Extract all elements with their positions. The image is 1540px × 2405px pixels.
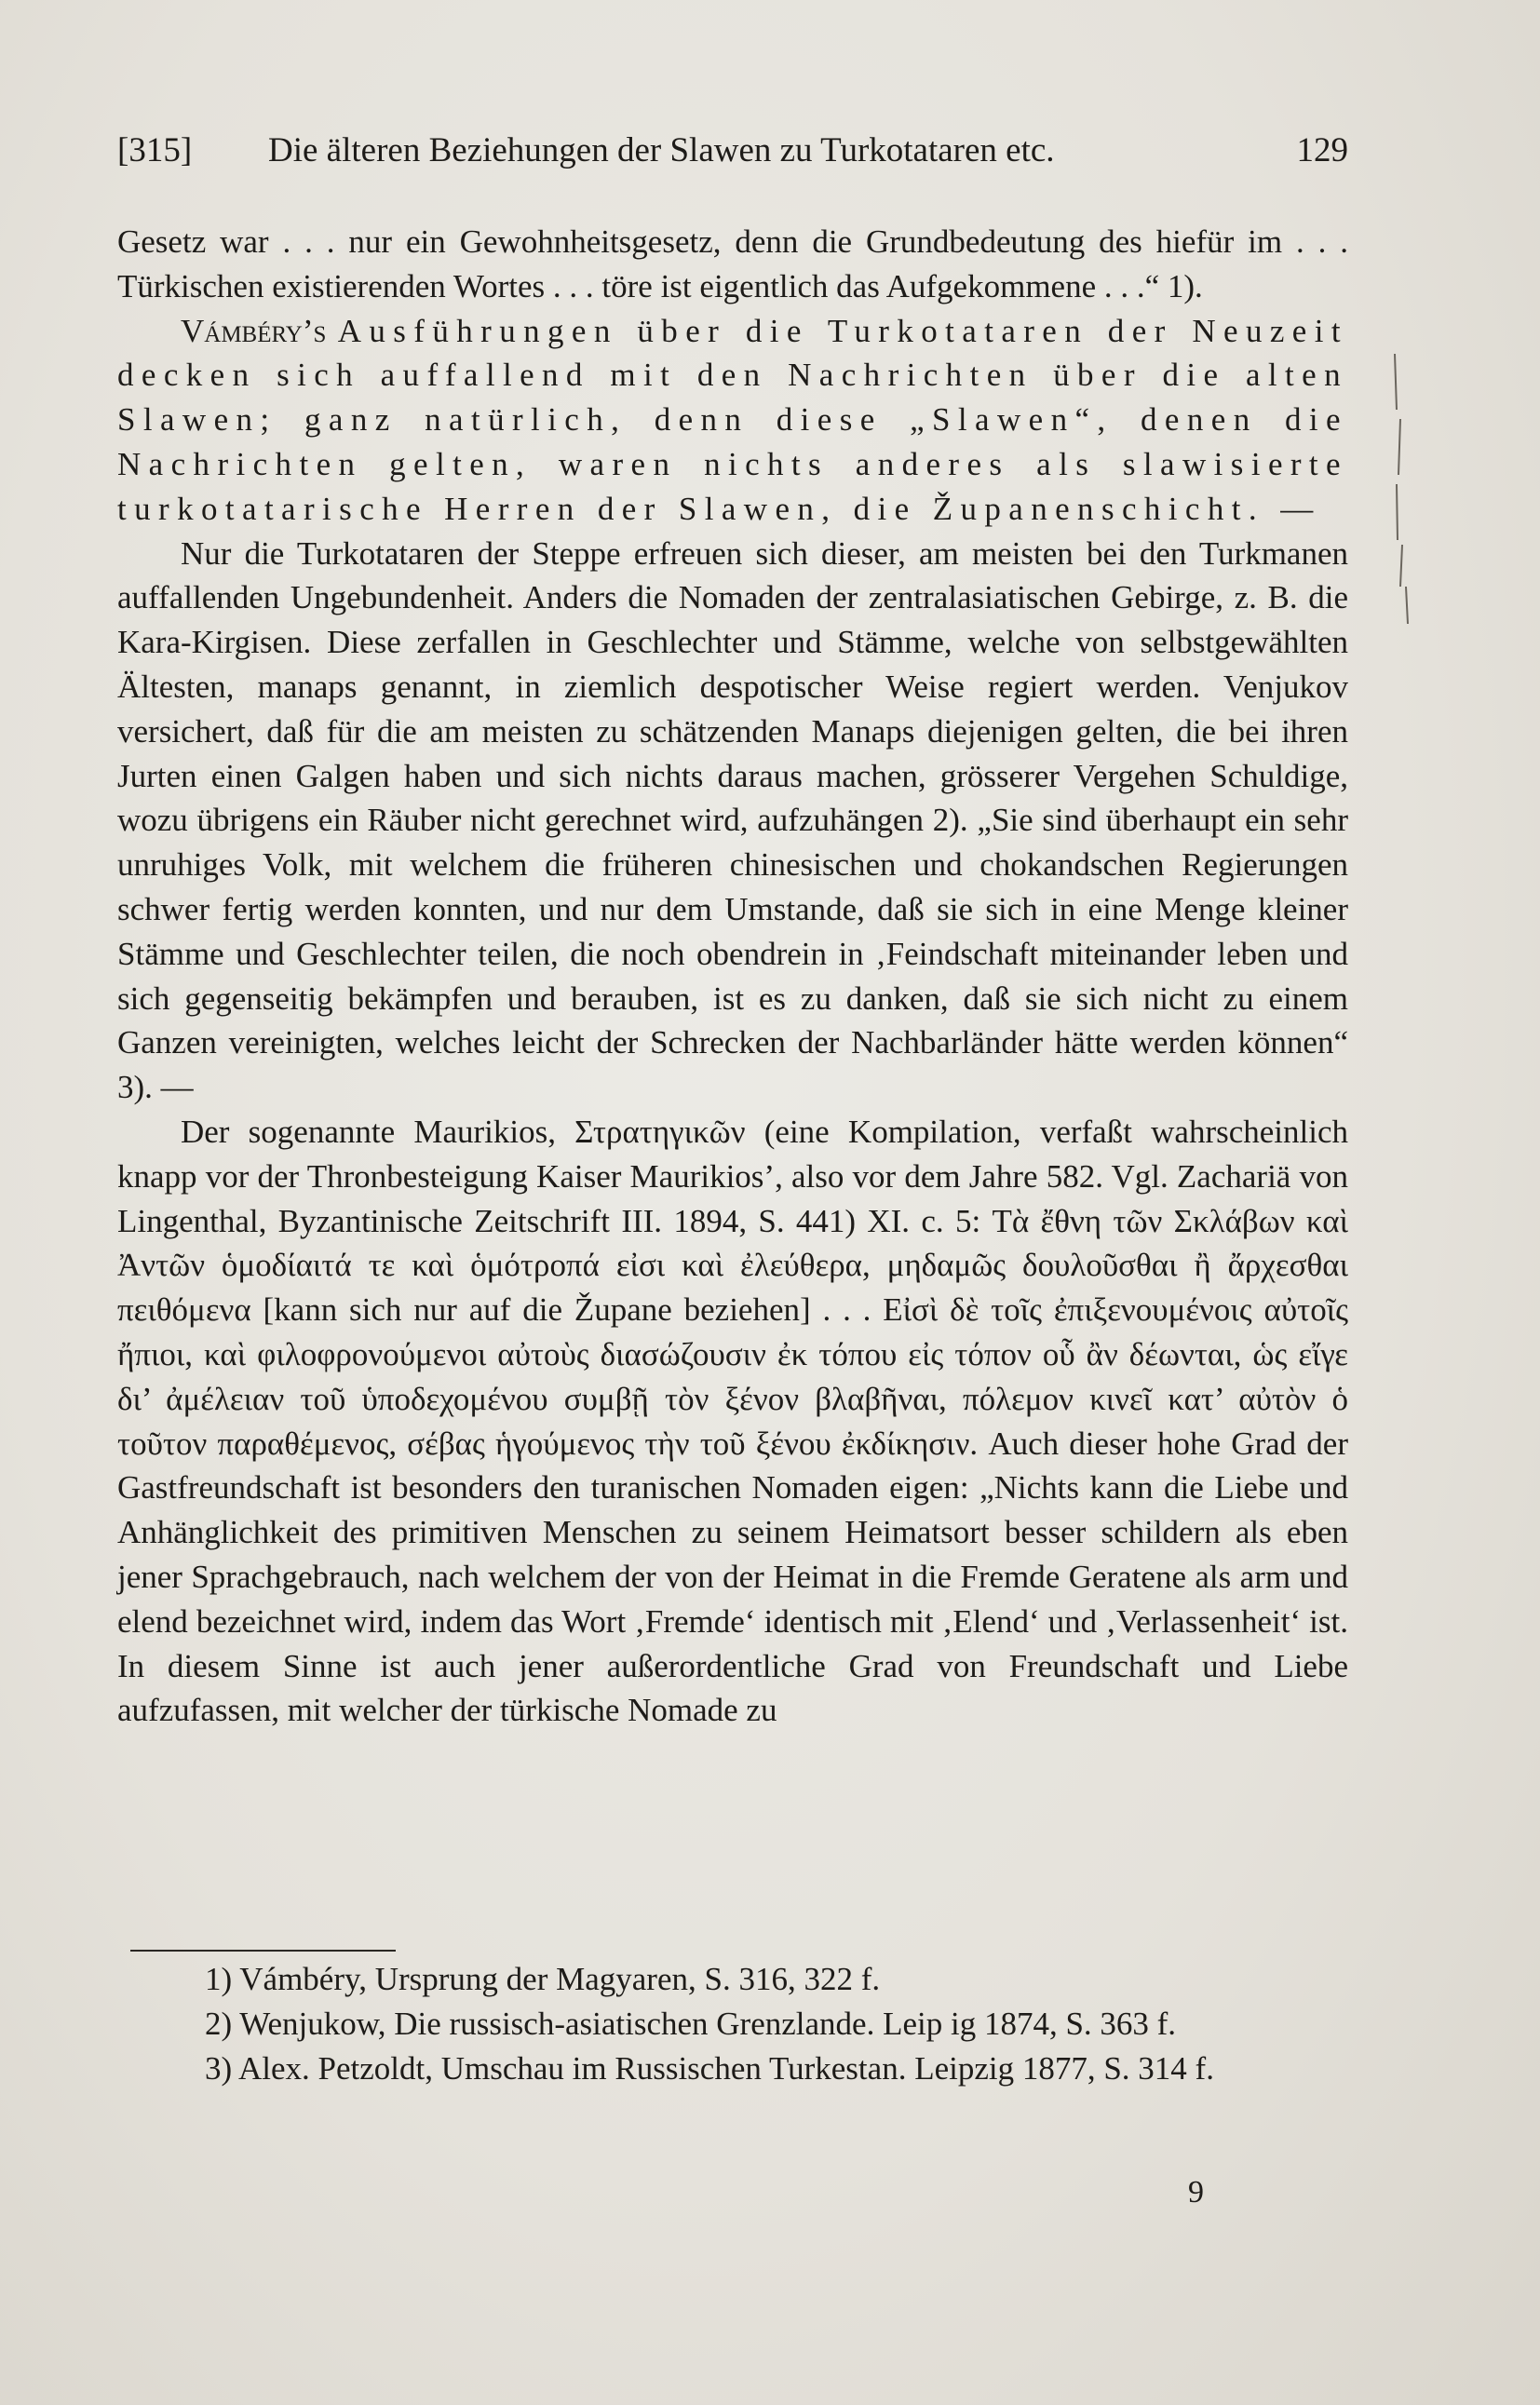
- running-title: Die älteren Beziehungen der Slawen zu Turkotataren etc.: [268, 131, 1055, 169]
- signature-mark: 9: [1188, 2175, 1204, 2209]
- paragraph-4: Der sogenannte Maurikios, Στρατηγικῶν (eine Kompilation, verfaßt wahrscheinlich knapp vor der Thronbesteigung Kaiser Maurikios’, also vor dem Jahre 582. Vgl. Zachariä von Lingenthal, Byzantinische Zeitschrift III. 1894, S. 441) XI. c. 5: Τὰ ἔθνη τῶν Σκλάβων καὶ Ἀντῶν ὁμοδίαιτά τε καὶ ὁμότροπά εἰσι καὶ ἐλεύθερα, μηδαμῶς δουλοῦσθαι ἢ ἄρχεσθαι πειθόμενα [kann sich nur auf die Župane beziehen] . . . Εἰσὶ δὲ τοῖς ἐπιξενουμένοις αὐτοῖς ἤπιοι, καὶ φιλοφρονούμενοι αὐτοὺς διασώζουσιν ἐκ τόπου εἰς τόπον οὗ ἂν δέωνται, ὡς εἴγε δι’ ἀμέλειαν τοῦ ὑποδεχομένου συμβῇ τὸν ξένον βλαβῆναι, πόλεμον κινεῖ κατ’ αὐτὸν ὁ τοῦτον παραθέμενος, σέβας ἡγούμενος τὴν τοῦ ξένου ἐκδίκησιν. Auch dieser hohe Grad der Gastfreundschaft ist besonders den turanischen Nomaden eigen: „Nichts kann die Liebe und Anhänglichkeit des primitiven Menschen zu seinem Heimatsort besser schildern als eben jener Sprachgebrauch, nach welchem der von der Heimat in die Fremde Geratene als arm und elend bezeichnet wird, indem das Wort ‚Fremde‘ identisch mit ‚Elend‘ und ‚Verlassenheit‘ ist. In diesem Sinne ist auch jener außerordentliche Grad von Freundschaft und Liebe aufzufassen, mit welcher der türkische Nomade zu: [117, 1113, 1348, 1729]
- main-text: [117, 220, 1348, 1733]
- section-number: [315]: [117, 131, 193, 169]
- author-name: Vámbéry’s: [181, 312, 327, 349]
- footnote-2: 2) Wenjukow, Die russisch-asiatischen Grenzlande. Leip ig 1874, S. 363 f.: [205, 2006, 1177, 2042]
- page-number: 129: [1296, 131, 1348, 169]
- paragraph-2-text: Ausführungen über die Turkotataren der Neuzeit decken sich auffallend mit den Nachrichten über die alten Slawen; ganz natürlich, denn diese „Slawen“, denen die Nachrichten gelten, waren nichts anderes als slawisierte turkotatarische Herren der Slawen, die Županenschicht. —: [117, 312, 1348, 527]
- paragraph-3: Nur die Turkotataren der Steppe erfreuen sich dieser, am meisten bei den Turkmanen auffallenden Ungebundenheit. Anders die Nomaden der zentralasiatischen Gebirge, z. B. die Kara-Kirgisen. Diese zerfallen in Geschlechter und Stämme, welche von selbstgewählten Ältesten, manaps genannt, in ziemlich despotischer Weise regiert werden. Venjukov versichert, daß für die am meisten zu schätzenden Manaps diejenigen gelten, die bei ihren Jurten einen Galgen haben und sich nichts daraus machen, grösserer Vergehen Schuldige, wozu übrigens ein Räuber nicht gerechnet wird, aufzuhängen 2). „Sie sind überhaupt ein sehr unruhiges Volk, mit welchem die früheren chinesischen und chokandschen Regierungen schwer fertig werden konnten, und nur dem Umstande, daß sie sich in eine Menge kleiner Stämme und Geschlechter teilen, die noch obendrein in ‚Feindschaft miteinander leben und sich gegenseitig bekämpfen und berauben, ist es zu danken, daß sie sich nicht zu einem Ganzen vereinigten, welches leicht der Schrecken der Nachbarländer hätte werden können“ 3). —: [117, 534, 1348, 1106]
- footnote-3: 3) Alex. Petzoldt, Umschau im Russischen Turkestan. Leipzig 1877, S. 314 f.: [205, 2050, 1214, 2087]
- footnotes: [130, 1957, 1348, 2091]
- margin-pencil-mark: [1389, 354, 1410, 624]
- paragraph-2: [117, 309, 1348, 532]
- footnote-1: 1) Vámbéry, Ursprung der Magyaren, S. 316, 322 f.: [205, 1961, 881, 1997]
- paragraph-1: Gesetz war . . . nur ein Gewohnheitsgesetz, denn die Grundbedeutung des hiefür im . . . Türkischen existierenden Wortes . . . töre ist eigentlich das Aufgekommene . . .“ 1).: [117, 223, 1348, 304]
- footnote-rule: [130, 1950, 396, 1952]
- running-header: [117, 130, 1348, 186]
